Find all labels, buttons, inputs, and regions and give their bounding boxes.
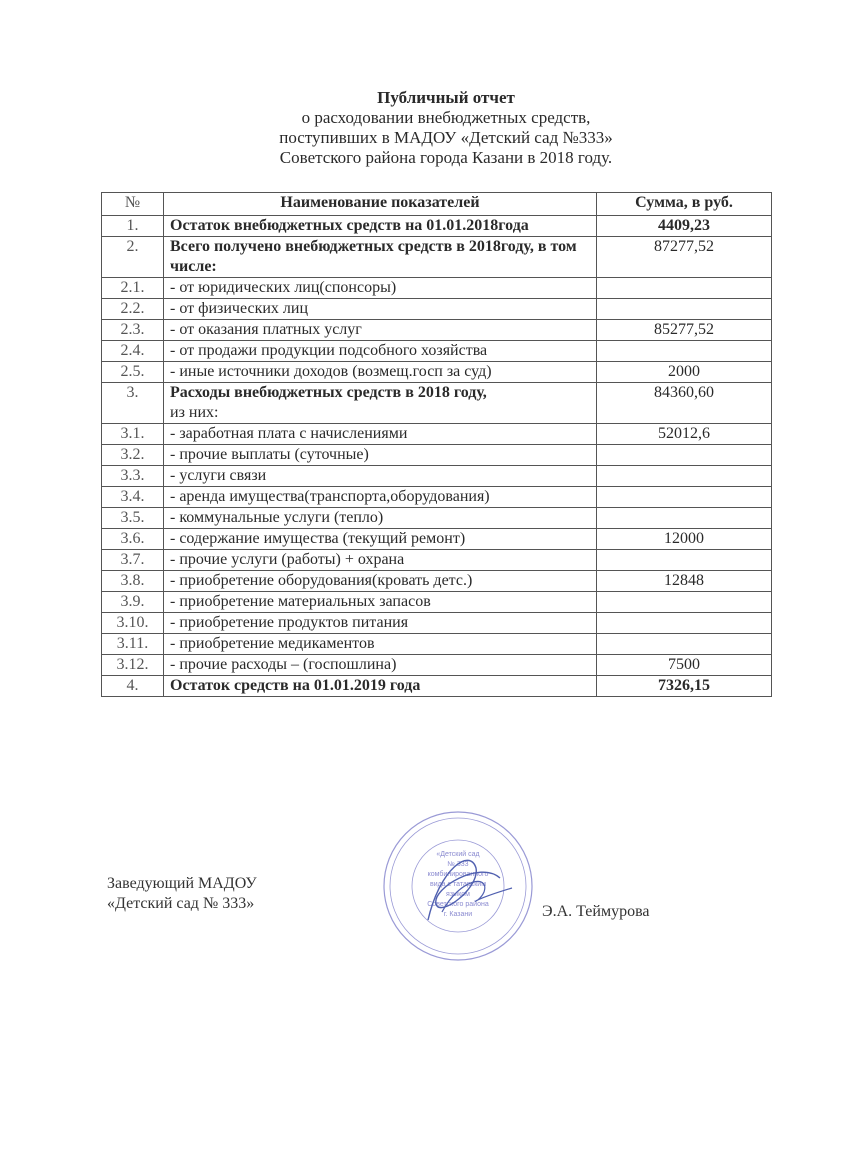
row-number: 3.4.: [102, 487, 164, 508]
row-number: 2.5.: [102, 362, 164, 383]
row-indicator-label: - коммунальные услуги (тепло): [170, 509, 384, 526]
row-number: 3.12.: [102, 655, 164, 676]
row-indicator-label: - прочие выплаты (суточные): [170, 446, 369, 463]
table-row: [102, 216, 772, 237]
row-indicator-label: - аренда имущества(транспорта,оборудования): [170, 488, 490, 505]
table-row: [102, 676, 772, 697]
report-subtitle-line-3: Советского района города Казани в 2018 году.: [279, 148, 613, 167]
row-indicator-label: - от продажи продукции подсобного хозяйства: [170, 342, 488, 359]
row-indicator-label: - от юридических лиц(спонсоры): [170, 279, 397, 296]
row-number: 2.3.: [102, 320, 164, 341]
row-sum: [597, 613, 772, 634]
report-title-block: [0, 88, 850, 168]
row-indicator-label: Остаток средств на 01.01.2019 года: [170, 677, 421, 694]
row-sum: [597, 487, 772, 508]
table-row: [102, 383, 772, 424]
table-row: [102, 529, 772, 550]
table-row: [102, 237, 772, 278]
row-number: 2.4.: [102, 341, 164, 362]
stamp-text-line: № 333: [447, 861, 469, 868]
table-row: [102, 571, 772, 592]
table-row: [102, 634, 772, 655]
row-indicator-name: [164, 445, 597, 466]
row-indicator-label: - заработная плата с начислениями: [170, 425, 408, 442]
row-sum: [597, 466, 772, 487]
table-row: [102, 508, 772, 529]
row-indicator-label: - прочие расходы – (госпошлина): [170, 656, 397, 673]
row-indicator-name: [164, 487, 597, 508]
row-sum: [597, 299, 772, 320]
row-sum: 7326,15: [597, 676, 772, 697]
row-indicator-name: [164, 529, 597, 550]
table-row: [102, 445, 772, 466]
stamp-text-line: комбинированного: [427, 871, 489, 878]
signatory-position: [107, 874, 257, 914]
row-indicator-label: - приобретение медикаментов: [170, 635, 375, 652]
row-sum: [597, 508, 772, 529]
row-number: 3.: [102, 383, 164, 424]
row-indicator-name: [164, 571, 597, 592]
row-indicator-name: [164, 341, 597, 362]
row-number: 3.8.: [102, 571, 164, 592]
table-row: [102, 613, 772, 634]
row-number: 3.9.: [102, 592, 164, 613]
row-indicator-label: - прочие услуги (работы) + охрана: [170, 551, 405, 568]
row-indicator-name: [164, 424, 597, 445]
row-sum: 2000: [597, 362, 772, 383]
row-indicator-name: [164, 278, 597, 299]
table-row: [102, 341, 772, 362]
expense-report-table: [101, 192, 772, 697]
table-header-row: [102, 193, 772, 216]
row-indicator-name: [164, 299, 597, 320]
row-sum: 7500: [597, 655, 772, 676]
row-indicator-name: [164, 550, 597, 571]
table-row: [102, 466, 772, 487]
row-sum: 12000: [597, 529, 772, 550]
row-sum: [597, 278, 772, 299]
row-indicator-name: [164, 613, 597, 634]
row-number: 3.5.: [102, 508, 164, 529]
table-row: [102, 550, 772, 571]
column-header-name: Наименование показателей: [164, 193, 597, 216]
table-row: [102, 655, 772, 676]
column-header-sum: Сумма, в руб.: [597, 193, 772, 216]
row-indicator-name: [164, 655, 597, 676]
row-indicator-name: [164, 592, 597, 613]
stamp-text-line: языком: [446, 891, 470, 898]
row-indicator-sublabel: из них:: [170, 404, 219, 421]
row-indicator-label: - приобретение продуктов питания: [170, 614, 409, 631]
report-title: Публичный отчет: [377, 88, 515, 107]
row-sum: 4409,23: [597, 216, 772, 237]
row-indicator-label: - от оказания платных услуг: [170, 321, 362, 338]
row-sum: 85277,52: [597, 320, 772, 341]
row-indicator-label: - приобретение оборудования(кровать детс.): [170, 572, 473, 589]
stamp-text-line: Советского района: [427, 901, 489, 908]
row-number: 3.7.: [102, 550, 164, 571]
table-row: [102, 278, 772, 299]
row-indicator-label: - содержание имущества (текущий ремонт): [170, 530, 466, 547]
stamp-text-line: вида с татарским: [429, 881, 487, 888]
table-row: [102, 299, 772, 320]
row-indicator-name: [164, 362, 597, 383]
table-row: [102, 320, 772, 341]
row-indicator-name: [164, 634, 597, 655]
row-indicator-label: - услуги связи: [170, 467, 267, 484]
row-sum: [597, 341, 772, 362]
row-number: 1.: [102, 216, 164, 237]
row-sum: 87277,52: [597, 237, 772, 278]
report-subtitle-line-2: поступивших в МАДОУ «Детский сад №333»: [279, 128, 613, 147]
row-indicator-label: - иные источники доходов (возмещ.госп за суд): [170, 363, 492, 380]
row-number: 3.6.: [102, 529, 164, 550]
row-number: 3.3.: [102, 466, 164, 487]
stamp-text-line: «Детский сад: [436, 851, 480, 858]
signatory-position-line-2: «Детский сад № 333»: [107, 895, 255, 912]
row-number: 3.11.: [102, 634, 164, 655]
row-number: 3.2.: [102, 445, 164, 466]
table-row: [102, 592, 772, 613]
row-indicator-name: [164, 216, 597, 237]
row-indicator-name: [164, 508, 597, 529]
row-indicator-label: - приобретение материальных запасов: [170, 593, 431, 610]
row-indicator-name: [164, 237, 597, 278]
table-row: [102, 362, 772, 383]
row-number: 2.: [102, 237, 164, 278]
row-indicator-label: Расходы внебюджетных средств в 2018 году,: [170, 384, 487, 401]
row-sum: [597, 634, 772, 655]
row-indicator-name: [164, 320, 597, 341]
row-sum: 12848: [597, 571, 772, 592]
row-indicator-name: [164, 383, 597, 424]
row-number: 3.10.: [102, 613, 164, 634]
official-stamp-icon: [380, 808, 536, 964]
signatory-position-line-1: Заведующий МАДОУ: [107, 875, 257, 892]
row-indicator-name: [164, 466, 597, 487]
row-number: 4.: [102, 676, 164, 697]
column-header-number: №: [102, 193, 164, 216]
row-indicator-label: Всего получено внебюджетных средств в 2018году, в том числе:: [170, 238, 577, 275]
report-subtitle-line-1: о расходовании внебюджетных средств,: [301, 108, 591, 127]
signatory-name: Э.А. Теймурова: [542, 903, 650, 920]
row-sum: [597, 592, 772, 613]
row-number: 2.1.: [102, 278, 164, 299]
row-sum: 52012,6: [597, 424, 772, 445]
row-sum: [597, 550, 772, 571]
row-indicator-name: [164, 676, 597, 697]
stamp-text-line: г. Казани: [443, 911, 473, 918]
row-sum: [597, 445, 772, 466]
table-row: [102, 424, 772, 445]
row-sum: 84360,60: [597, 383, 772, 424]
table-row: [102, 487, 772, 508]
row-number: 2.2.: [102, 299, 164, 320]
row-indicator-label: Остаток внебюджетных средств на 01.01.2018года: [170, 217, 529, 234]
row-number: 3.1.: [102, 424, 164, 445]
row-indicator-label: - от физических лиц: [170, 300, 309, 317]
